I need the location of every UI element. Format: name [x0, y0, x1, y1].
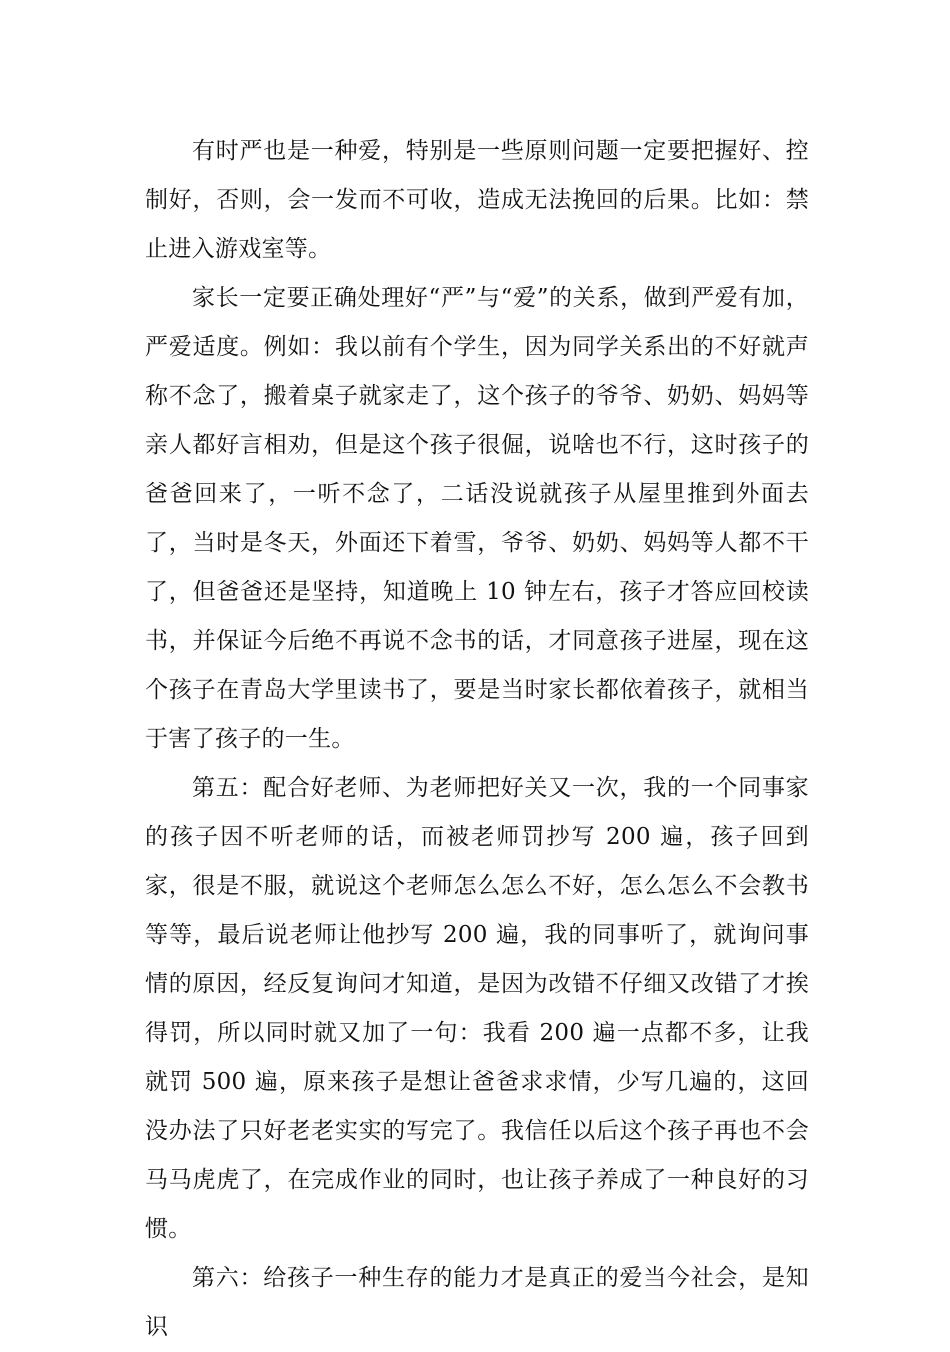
paragraph-4: 第六：给孩子一种生存的能力才是真正的爱当今社会，是知识: [145, 1265, 809, 1340]
paragraph-1: 有时严也是一种爱，特别是一些原则问题一定要把握好、控制好，否则，会一发而不可收，造成无法挽回的后果。比如：禁止进入游戏室等。: [145, 138, 809, 262]
body-text: [145, 127, 809, 1352]
paragraph-2: 家长一定要正确处理好“严”与“爱”的关系，做到严爱有加，严爱适度。例如：我以前有个学生，因为同学关系出的不好就声称不念了，搬着桌子就家走了，这个孩子的爷爷、奶奶、妈妈等亲人都好言相劝，但是这个孩子很倔，说啥也不行，这时孩子的爸爸回来了，一听不念了，二话没说就孩子从屋里推到外面去了，当时是冬天，外面还下着雪，爷爷、奶奶、妈妈等人都不干了，但爸爸还是坚持，知道晚上 10 钟左右，孩子才答应回校读书，并保证今后绝不再说不念书的话，才同意孩子进屋，现在这个孩子在青岛大学里读书了，要是当时家长都依着孩子，就相当于害了孩子的一生。: [145, 285, 809, 752]
paragraph-3: 第五：配合好老师、为老师把好关又一次，我的一个同事家的孩子因不听老师的话，而被老师罚抄写 200 遍，孩子回到家，很是不服，就说这个老师怎么怎么不好，怎么怎么不会教书等等，最后说老师让他抄写 200 遍，我的同事听了，就询问事情的原因，经反复询问才知道，是因为改错不仔细又改错了才挨得罚，所以同时就又加了一句：我看 200 遍一点都不多，让我就罚 500 遍，原来孩子是想让爸爸求求情，少写几遍的，这回没办法了只好老老实实的写完了。我信任以后这个孩子再也不会马马虎虎了，在完成作业的同时，也让孩子养成了一种良好的习惯。: [145, 775, 809, 1242]
